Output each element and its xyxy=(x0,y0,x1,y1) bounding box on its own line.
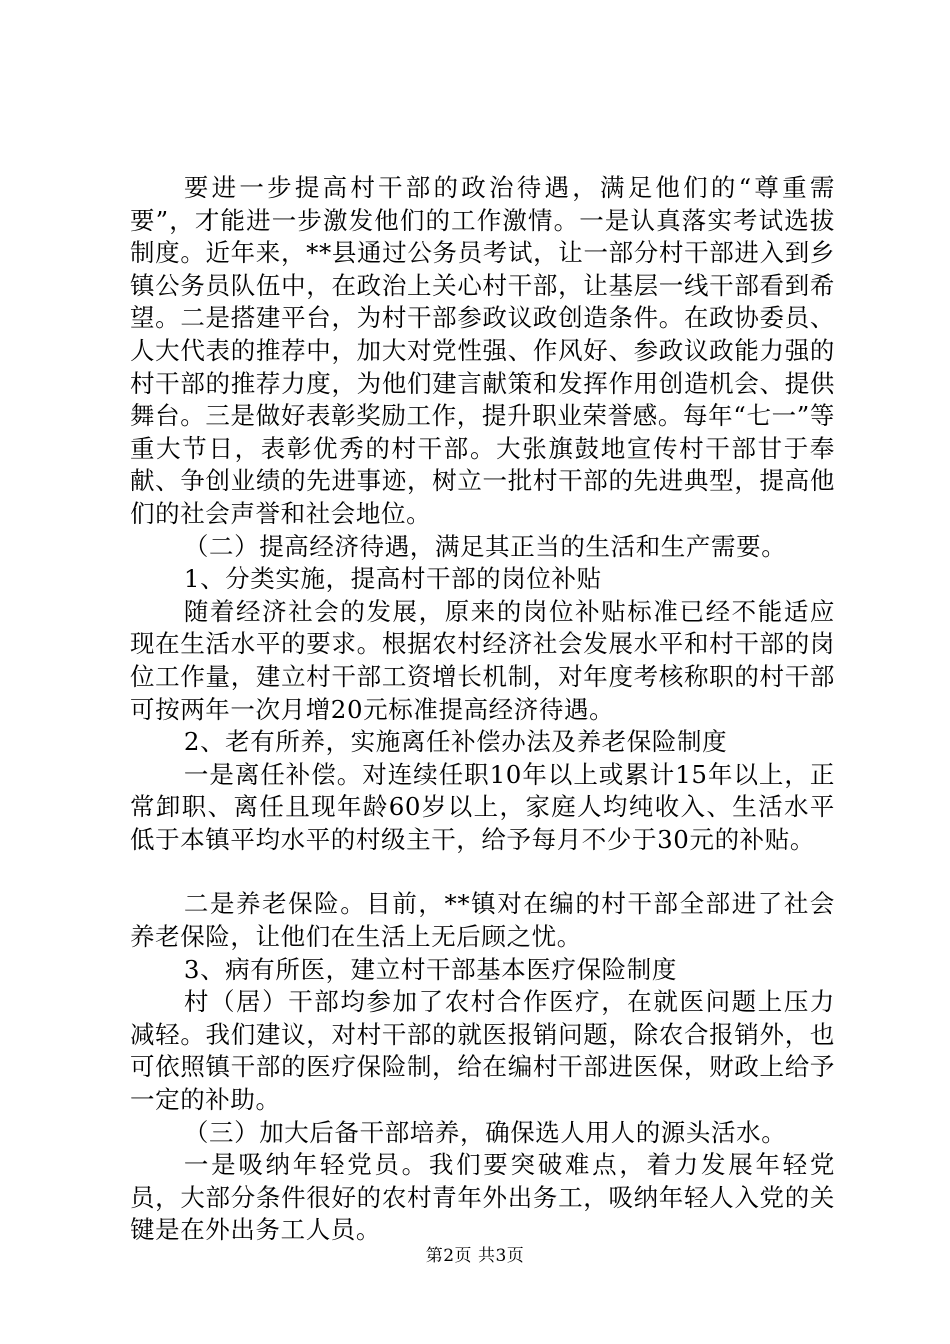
page-number-label: 第2页 共3页 xyxy=(425,1246,525,1266)
paragraph-post-allowance: 随着经济社会的发展，原来的岗位补贴标准已经不能适应现在生活水平的要求。根据农村经济社会发展水平和村干部的岗位工作量，建立村干部工资增长机制，对年度考核称职的村干部可按两年一次月增20元标准提高经济待遇。 xyxy=(130,596,835,724)
paragraph-young-members: 一是吸纳年轻党员。我们要突破难点，着力发展年轻党员，大部分条件很好的农村青年外出务工，吸纳年轻人入党的关键是在外出务工人员。 xyxy=(130,1150,835,1245)
subheading-medical: 3、病有所医，建立村干部基本医疗保险制度 xyxy=(183,954,677,984)
paragraph-political-treatment: 要进一步提高村干部的政治待遇，满足他们的“尊重需要”，才能进一步激发他们的工作激情。一是认真落实考试选拔制度。近年来，**县通过公务员考试，让一部分村干部进入到乡镇公务员队伍中，在政治上关心村干部，让基层一线干部看到希望。二是搭建平台，为村干部参政议政创造条件。在政协委员、人大代表的推荐中，加大对党性强、作风好、参政议政能力强的村干部的推荐力度，为他们建言献策和发挥作用创造机会、提供舞台。三是做好表彰奖励工作，提升职业荣誉感。每年“七一”等重大节日，表彰优秀的村干部。大张旗鼓地宣传村干部甘于奉献、争创业绩的先进事迹，树立一批村干部的先进典型，提高他们的社会声誉和社会地位。 xyxy=(130,173,835,528)
paragraph-medical: 村（居）干部均参加了农村合作医疗，在就医问题上压力减轻。我们建议，对村干部的就医报销问题，除农合报销外，也可依照镇干部的医疗保险制，给在编村干部进医保，财政上给予一定的补助。 xyxy=(130,987,835,1115)
paragraph-retirement-compensation: 一是离任补偿。对连续任职10年以上或累计15年以上，正常卸职、离任且现年龄60岁以上，家庭人均纯收入、生活水平低于本镇平均水平的村级主干，给予每月不少于30元的补贴。 xyxy=(130,759,835,854)
subheading-post-allowance: 1、分类实施，提高村干部的岗位补贴 xyxy=(183,564,602,594)
heading-reserve-cadres: （三）加大后备干部培养，确保选人用人的源头活水。 xyxy=(183,1117,787,1147)
heading-economic-treatment: （二）提高经济待遇，满足其正当的生活和生产需要。 xyxy=(183,531,787,561)
page-footer xyxy=(0,1246,950,1266)
paragraph-pension-insurance: 二是养老保险。目前，**镇对在编的村干部全部进了社会养老保险，让他们在生活上无后顾之忧。 xyxy=(130,889,835,952)
subheading-pension: 2、老有所养，实施离任补偿办法及养老保险制度 xyxy=(183,727,728,757)
document-body xyxy=(130,172,835,1247)
